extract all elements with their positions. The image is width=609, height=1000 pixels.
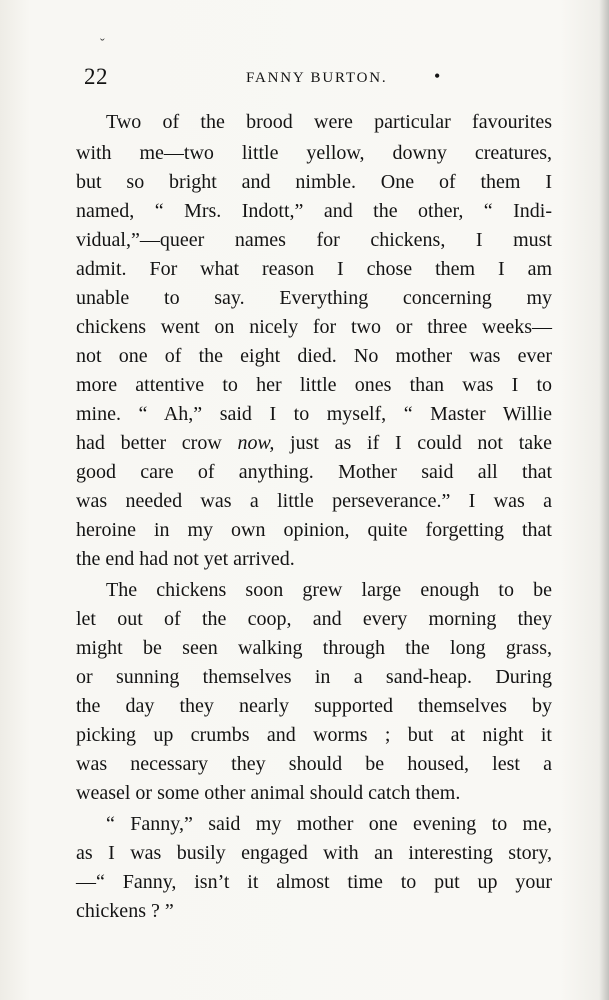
- text-line-14: was needed was a little perseverance.” I was a: [76, 490, 552, 512]
- text-line-12-start: had better crow: [76, 432, 238, 454]
- text-line-22: picking up crumbs and worms ; but at night it: [76, 724, 552, 746]
- text-line-8: chickens went on nicely for two or three weeks—: [76, 316, 552, 338]
- text-line-1: Two of the brood were particular favourites: [106, 111, 552, 133]
- text-line-17: The chickens soon grew large enough to be: [106, 579, 552, 601]
- text-line-28: chickens ? ”: [76, 900, 174, 922]
- stray-dot: •: [434, 66, 441, 86]
- text-line-12: [76, 429, 552, 457]
- text-line-13: good care of anything. Mother said all that: [76, 461, 552, 483]
- page-edge-shadow: [599, 0, 609, 1000]
- text-line-27: —“ Fanny, isn’t it almost time to put up your: [76, 871, 552, 893]
- text-line-5: vidual,”—queer names for chickens, I must: [76, 229, 552, 251]
- text-line-11: mine. “ Ah,” said I to myself, “ Master Willie: [76, 403, 552, 425]
- text-line-24: weasel or some other animal should catch them.: [76, 782, 461, 804]
- text-line-6: admit. For what reason I chose them I am: [76, 258, 552, 280]
- text-line-3: but so bright and nimble. One of them I: [76, 171, 552, 193]
- text-line-10: more attentive to her little ones than was I to: [76, 374, 552, 396]
- text-line-23: was necessary they should be housed, lest a: [76, 753, 552, 775]
- page-number: 22: [84, 64, 108, 89]
- running-title: FANNY BURTON.: [246, 70, 388, 86]
- text-line-7: unable to say. Everything concerning my: [76, 287, 552, 309]
- text-line-19: might be seen walking through the long grass,: [76, 637, 552, 659]
- text-line-26: as I was busily engaged with an interesting story,: [76, 842, 552, 864]
- text-line-20: or sunning themselves in a sand-heap. During: [76, 666, 552, 688]
- text-line-9: not one of the eight died. No mother was ever: [76, 345, 552, 367]
- text-line-18: let out of the coop, and every morning they: [76, 608, 552, 630]
- text-line-16: the end had not yet arrived.: [76, 548, 295, 570]
- text-line-4: named, “ Mrs. Indott,” and the other, “ Indi-: [76, 200, 552, 222]
- text-line-2: with me—two little yellow, downy creatures,: [76, 142, 552, 164]
- text-line-15: heroine in my own opinion, quite forgetting that: [76, 519, 552, 541]
- text-line-25: “ Fanny,” said my mother one evening to me,: [106, 813, 552, 835]
- ink-speck: ˇ: [100, 37, 105, 52]
- running-header: [0, 62, 609, 92]
- italic-word-now: now,: [237, 432, 275, 454]
- text-line-12-end: just as if I could not take: [274, 432, 553, 454]
- text-line-21: the day they nearly supported themselves by: [76, 695, 552, 717]
